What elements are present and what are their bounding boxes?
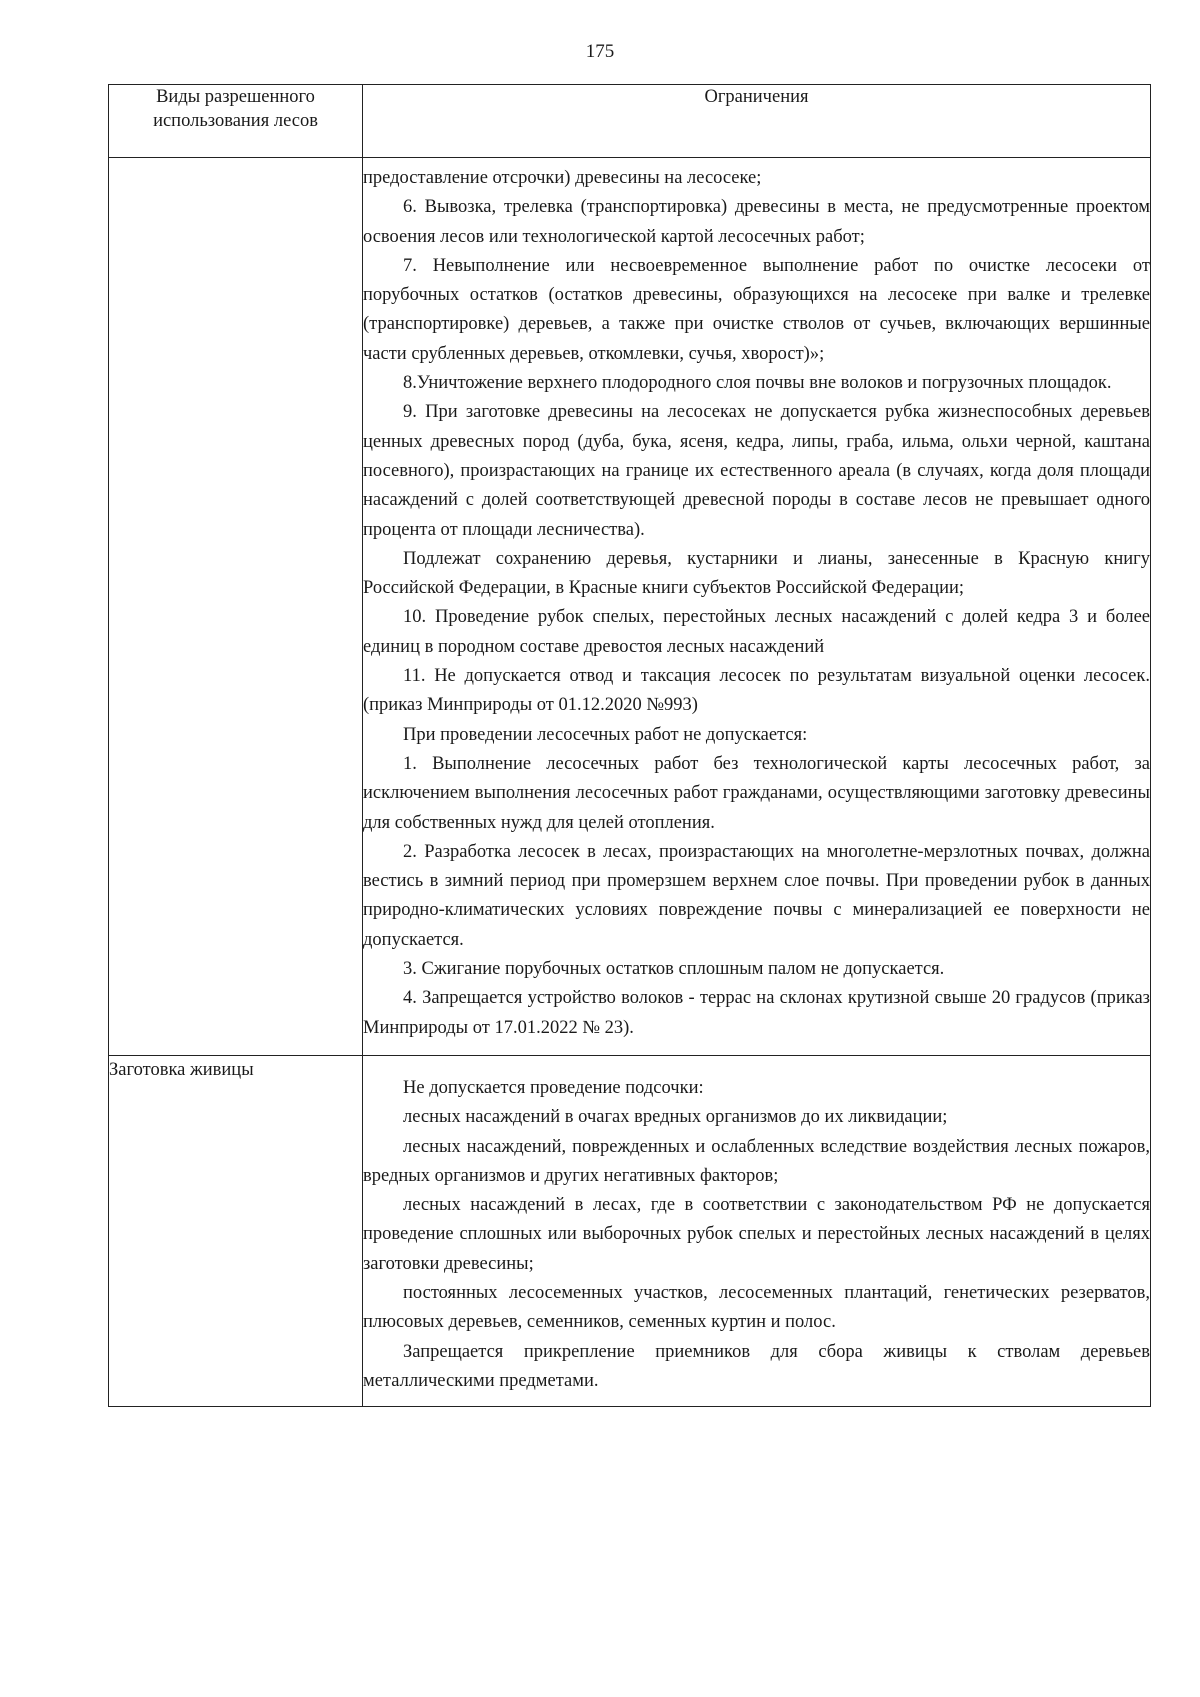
- restriction-paragraph: Не допускается проведение подсочки:: [403, 1077, 704, 1098]
- use-type-cell: Заготовка живицы: [109, 1055, 363, 1406]
- restriction-paragraph: 4. Запрещается устройство волоков - террас на склонах крутизной свыше 20 градусов (приказ Минприроды от 17.01.2022 № 23).: [363, 988, 1150, 1038]
- restriction-paragraph: лесных насаждений, поврежденных и ослабленных вследствие воздействия лесных пожаров, вредных организмов и других негативных факторов;: [363, 1136, 1150, 1186]
- restriction-paragraph: 10. Проведение рубок спелых, перестойных лесных насаждений с долей кедра 3 и более единиц в породном составе древостоя лесных насаждений: [363, 607, 1150, 657]
- restriction-paragraph: 2. Разработка лесосек в лесах, произрастающих на многолетне-мерзлотных почвах, должна вестись в зимний период при промерзшем верхнем слое почвы. При проведении рубок в данных природно-климатических условиях повреждение почвы с минерализацией ее поверхности не допускается.: [363, 841, 1150, 950]
- table-header-row: [109, 85, 1151, 158]
- restrictions-cell: [363, 1055, 1151, 1406]
- restriction-paragraph: 7. Невыполнение или несвоевременное выполнение работ по очистке лесосеки от порубочных остатков (остатков древесины, образующихся на лесосеке при валке и трелевке (транспортировке) деревьев, а также при очистке стволов от сучьев, включающих вершинные части срубленных деревьев, откомлевки, сучья, хворост)»;: [363, 255, 1150, 364]
- restriction-paragraph: лесных насаждений в очагах вредных организмов до их ликвидации;: [403, 1107, 948, 1128]
- restriction-paragraph: предоставление отсрочки) древесины на лесосеке;: [363, 168, 762, 188]
- use-type-cell: [109, 158, 363, 1056]
- table-row: [109, 1055, 1151, 1406]
- restriction-paragraph: 3. Сжигание порубочных остатков сплошным палом не допускается.: [403, 959, 945, 980]
- restriction-paragraph: 1. Выполнение лесосечных работ без технологической карты лесосечных работ, за исключением выполнения лесосечных работ гражданами, осуществляющими заготовку древесины для собственных нужд для целей отопления.: [363, 753, 1150, 833]
- restriction-paragraph: лесных насаждений в лесах, где в соответствии с законодательством РФ не допускается проведение сплошных или выборочных рубок спелых и перестойных лесных насаждений в целях заготовки древесины;: [363, 1195, 1150, 1274]
- restriction-paragraph: постоянных лесосеменных участков, лесосеменных плантаций, генетических резерватов, плюсовых деревьев, семенников, семенных куртин и полос.: [363, 1282, 1150, 1333]
- restrictions-cell: [363, 158, 1151, 1056]
- page-number: 175: [585, 41, 615, 62]
- restriction-paragraph: 8.Уничтожение верхнего плодородного слоя почвы вне волоков и погрузочных площадок.: [403, 373, 1112, 394]
- restriction-paragraph: 11. Не допускается отвод и таксация лесосек по результатам визуальной оценки лесосек. (приказ Минприроды от 01.12.2020 №993): [363, 666, 1150, 716]
- table-row: [109, 158, 1151, 1056]
- restrictions-table: [108, 84, 1151, 1407]
- restriction-paragraph: Подлежат сохранению деревья, кустарники и лианы, занесенные в Красную книгу Российской Федерации, в Красные книги субъектов Российской Федерации;: [363, 548, 1150, 599]
- header-use-types: Виды разрешенного использования лесов: [109, 85, 363, 158]
- restriction-paragraph: 6. Вывозка, трелевка (транспортировка) древесины в места, не предусмотренные проектом освоения лесов или технологической картой лесосечных работ;: [363, 197, 1150, 247]
- restriction-paragraph: Запрещается прикрепление приемников для сбора живицы к стволам деревьев металлическими предметами.: [363, 1341, 1150, 1391]
- header-restrictions: Ограничения: [363, 85, 1151, 158]
- restriction-paragraph: При проведении лесосечных работ не допускается:: [403, 724, 808, 745]
- restriction-paragraph: 9. При заготовке древесины на лесосеках не допускается рубка жизнеспособных деревьев ценных древесных пород (дуба, бука, ясеня, кедра, липы, граба, ильма, ольхи черной, каштана посевного), произрастающих на границе их естественного ареала (в случаях, когда доля площади насаждений с долей соответствующей древесной породы в составе лесов не превышает одного процента от площади лесничества).: [363, 402, 1150, 540]
